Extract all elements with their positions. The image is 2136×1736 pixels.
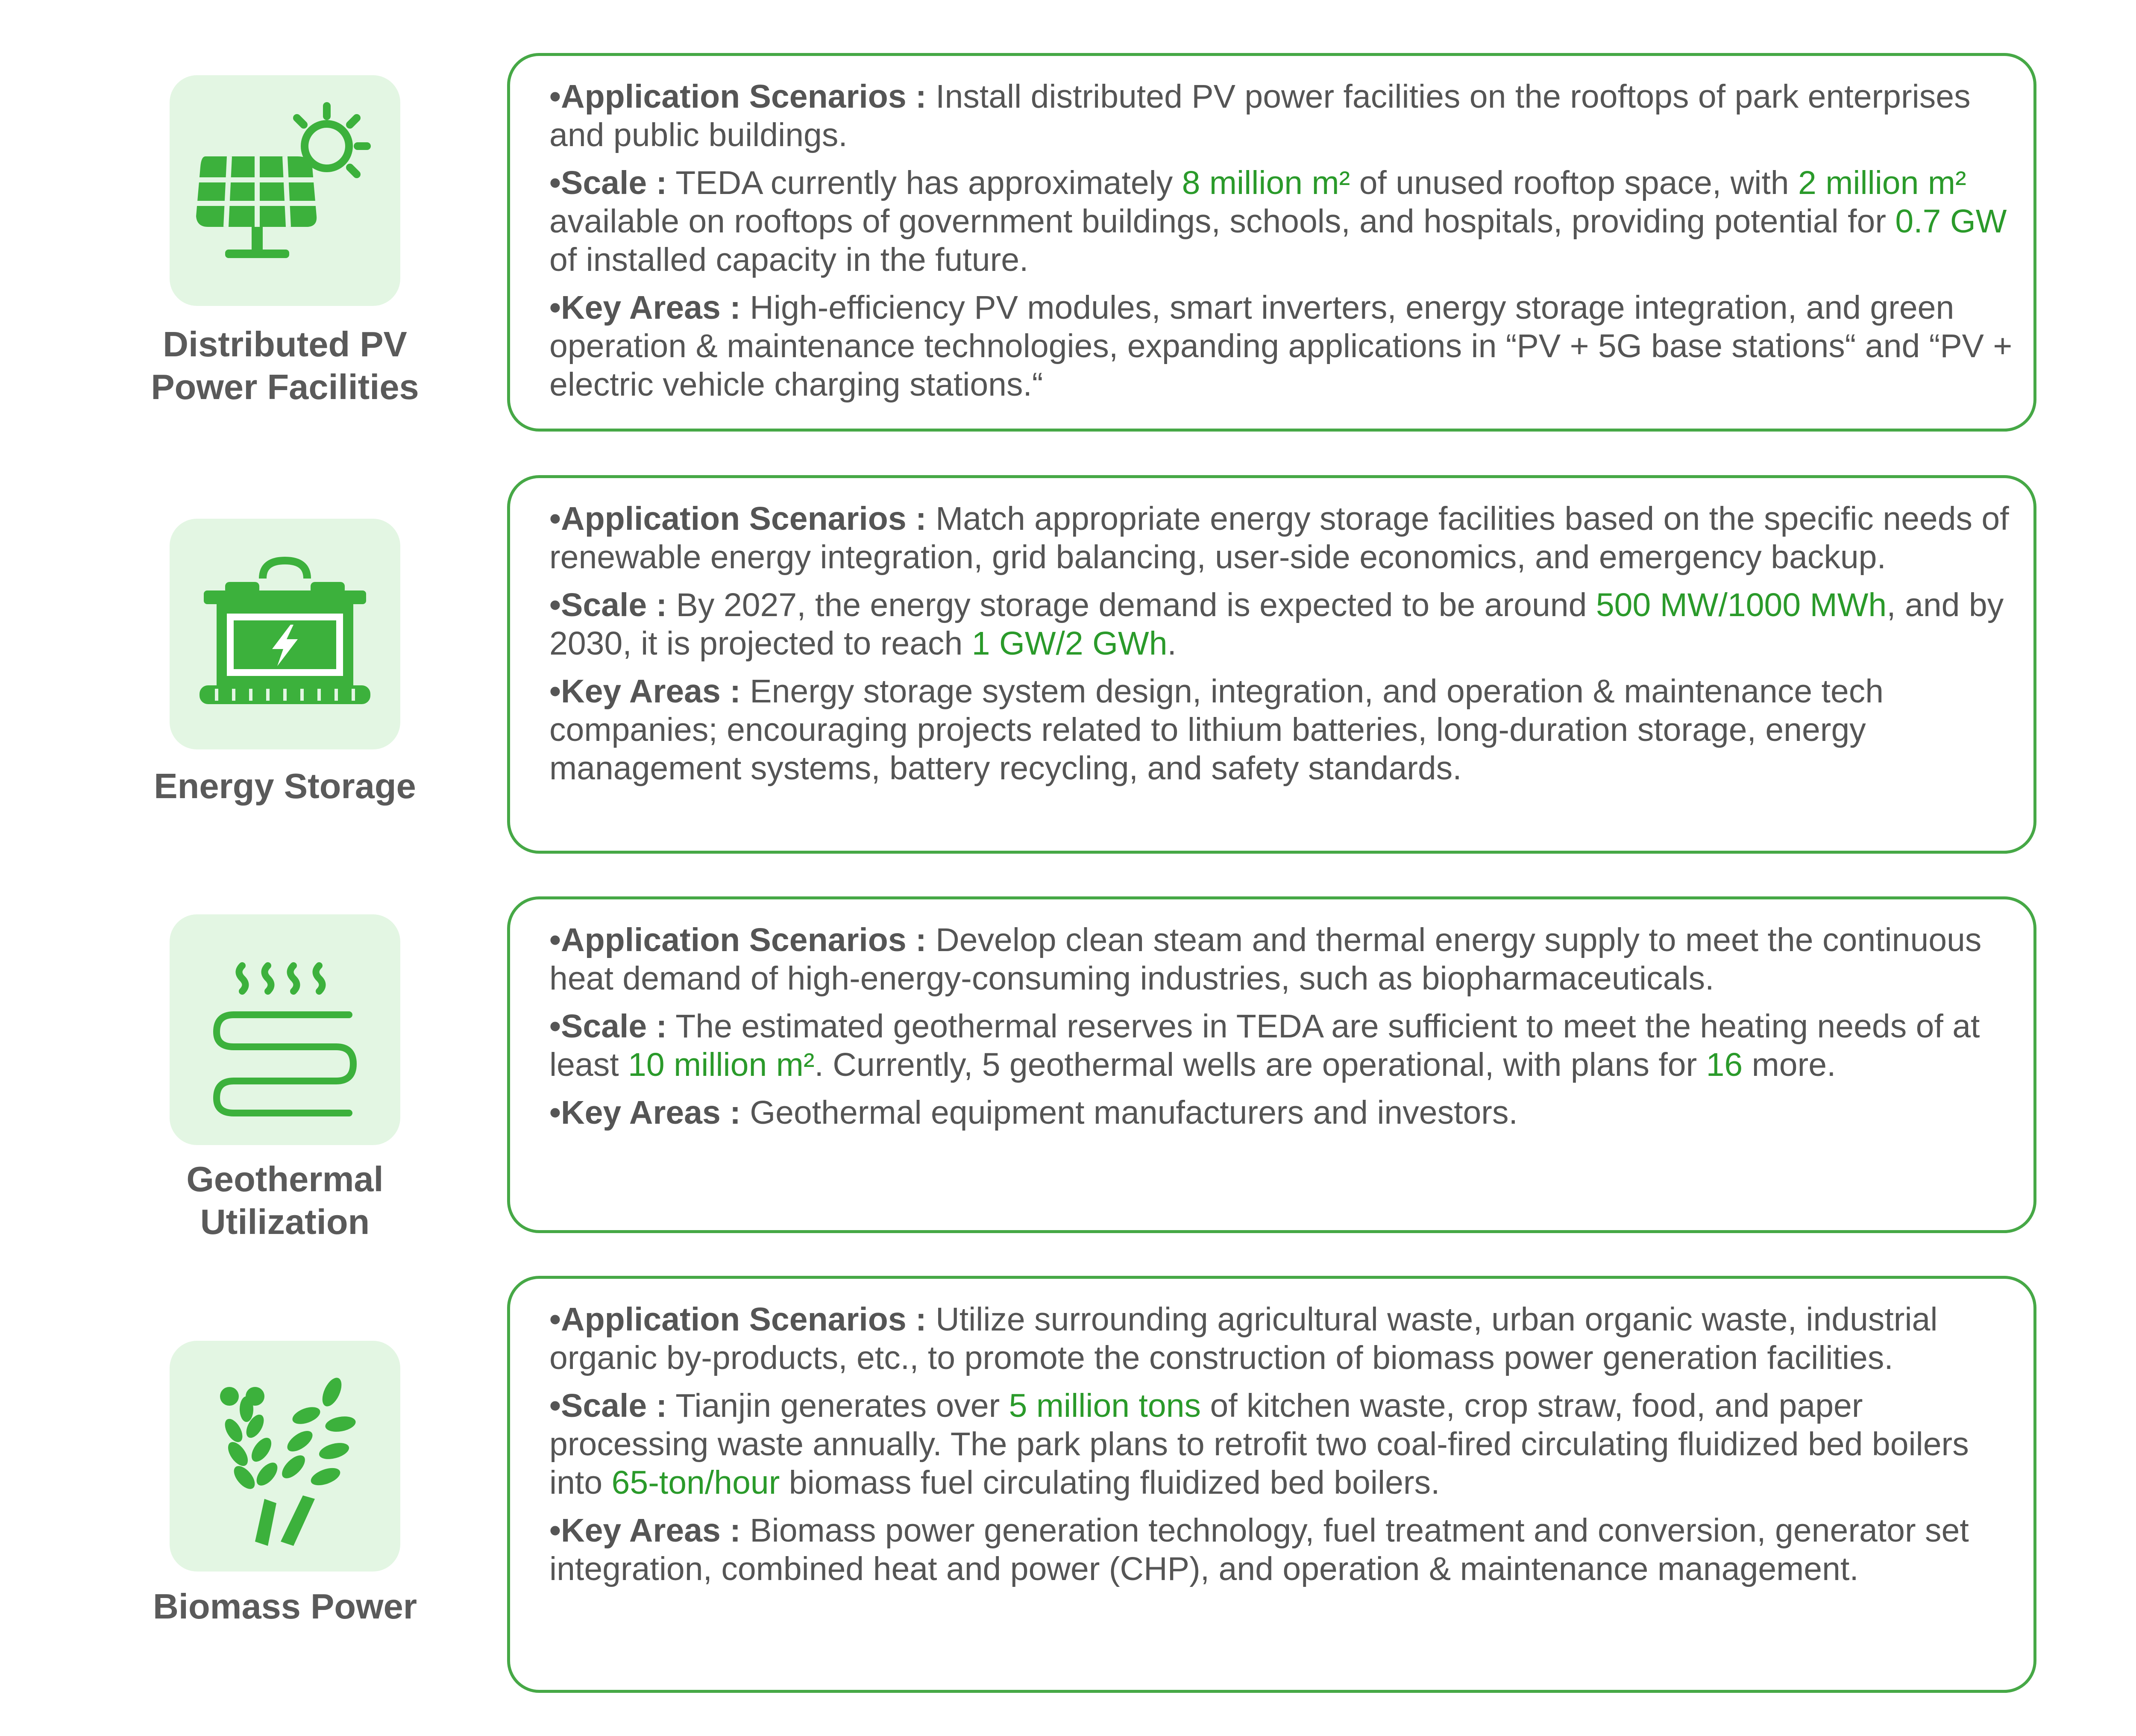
scale-text: By 2027, the energy storage demand is expected to be around — [676, 587, 1596, 623]
label-line-1: Energy Storage — [154, 766, 416, 806]
key-areas: •Key Areas : Biomass power generation technology, fuel treatment and conversion, generator set integration, combined heat and power (CHP), and operation & maintenance management. — [549, 1512, 1969, 1587]
highlight-value: 0.7 GW — [1895, 203, 2007, 240]
app-text: Install distributed PV power facilities on the rooftops of park enterprises and public buildings. — [549, 78, 1971, 153]
areas-text: Geothermal equipment manufacturers and investors. — [750, 1094, 1518, 1131]
application-scenarios: •Application Scenarios : Install distributed PV power facilities on the rooftops of park enterprises and public buildings. — [549, 78, 1971, 153]
scale: •Scale : Tianjin generates over 5 million tons of kitchen waste, crop straw, food, and paper processing waste annually. The park plans to retrofit two coal-fired circulating fluidized bed boilers into 65-ton/hour biomass fuel circulating fluidized bed boilers. — [549, 1387, 1969, 1501]
highlight-value: 10 million m² — [628, 1046, 815, 1083]
highlight-value: 2 million m² — [1798, 164, 1966, 201]
app-text: Match appropriate energy storage facilities based on the specific needs of renewable energy integration, grid balancing, user-side economics, and emergency backup. — [549, 500, 2009, 576]
wheat-icon — [170, 1341, 400, 1572]
info-card — [507, 53, 2036, 432]
geothermal-heat-icon — [170, 914, 400, 1145]
application-scenarios: •Application Scenarios : Match appropriate energy storage facilities based on the specific needs of renewable energy integration, grid balancing, user-side economics, and emergency backup. — [549, 500, 2009, 576]
highlight-value: 8 million m² — [1182, 164, 1350, 201]
application-scenarios: •Application Scenarios : Utilize surrounding agricultural waste, urban organic waste, industrial organic by-products, etc., to promote the construction of biomass power generation facilities. — [549, 1301, 1938, 1376]
label-line-1: Biomass Power — [153, 1586, 417, 1626]
section-label — [114, 765, 456, 808]
application-scenarios: •Application Scenarios : Develop clean steam and thermal energy supply to meet the continuous heat demand of high-energy-consuming industries, such as biopharmaceuticals. — [549, 922, 1982, 997]
icon-tile — [170, 519, 400, 749]
solar-panel-icon — [170, 75, 400, 306]
scale-text: TEDA currently has approximately — [675, 164, 1182, 201]
label-line-2: Utilization — [200, 1202, 370, 1242]
info-card — [507, 896, 2036, 1233]
info-card — [507, 475, 2036, 854]
app-key: Application Scenarios : — [560, 78, 927, 115]
areas-key: Key Areas : — [560, 1512, 741, 1549]
scale-text: Tianjin generates over — [675, 1387, 1009, 1424]
label-line-1: Distributed PV — [163, 324, 407, 364]
highlight-value: 16 — [1706, 1046, 1743, 1083]
battery-icon — [170, 519, 400, 749]
label-line-1: Geothermal — [186, 1159, 384, 1199]
section-label — [114, 1158, 456, 1243]
scale-text: , and by 2030, it is projected to reach — [549, 587, 2004, 662]
app-key: Application Scenarios : — [560, 922, 927, 958]
scale-text: The estimated geothermal reserves in TEDA are sufficient to meet the heating needs of at least — [549, 1008, 1980, 1083]
key-areas: •Key Areas : Energy storage system design, integration, and operation & maintenance tech companies; encouraging projects related to lithium batteries, long-duration storage, energy management systems, battery recycling, and safety standards. — [549, 673, 1884, 787]
key-areas: •Key Areas : Geothermal equipment manufacturers and investors. — [549, 1094, 1518, 1131]
scale-text: of unused rooftop space, with — [1350, 164, 1799, 201]
scale-text: of kitchen waste, crop straw, food, and paper processing waste annually. The park plans to retrofit two coal-fired circulating fluidized bed boilers into — [549, 1387, 1969, 1501]
app-key: Application Scenarios : — [560, 500, 927, 537]
info-card — [507, 1276, 2036, 1693]
scale-key: Scale : — [560, 1387, 667, 1424]
areas-key: Key Areas : — [560, 1094, 741, 1131]
highlight-value: 65-ton/hour — [611, 1464, 780, 1501]
areas-text: Biomass power generation technology, fuel treatment and conversion, generator set integration, combined heat and power (CHP), and operation & maintenance management. — [549, 1512, 1969, 1587]
scale-text: . Currently, 5 geothermal wells are operational, with plans for — [814, 1046, 1706, 1083]
scale-text: more. — [1743, 1046, 1836, 1083]
highlight-value: 500 MW/1000 MWh — [1596, 587, 1887, 623]
highlight-value: 5 million tons — [1009, 1387, 1201, 1424]
icon-tile — [170, 914, 400, 1145]
areas-key: Key Areas : — [560, 673, 741, 710]
scale-text: available on rooftops of government buildings, schools, and hospitals, providing potential for — [549, 203, 1895, 240]
areas-text: High-efficiency PV modules, smart inverters, energy storage integration, and green operation & maintenance technologies, expanding applications in “PV + 5G base stations“ and “PV + electric vehicle charging stations.“ — [549, 289, 2013, 403]
areas-key: Key Areas : — [560, 289, 741, 326]
scale-text: biomass fuel circulating fluidized bed boilers. — [780, 1464, 1440, 1501]
scale-text: . — [1167, 625, 1177, 662]
label-line-2: Power Facilities — [151, 367, 419, 407]
areas-text: Energy storage system design, integration, and operation & maintenance tech companies; encouraging projects related to lithium batteries, long-duration storage, energy management systems, battery recycling, and safety standards. — [549, 673, 1884, 787]
key-areas: •Key Areas : High-efficiency PV modules, smart inverters, energy storage integration, and green operation & maintenance technologies, expanding applications in “PV + 5G base stations“ and “PV + electric vehicle charging stations.“ — [549, 289, 2013, 403]
app-text: Develop clean steam and thermal energy supply to meet the continuous heat demand of high-energy-consuming industries, such as biopharmaceuticals. — [549, 922, 1982, 997]
section-label — [114, 1585, 456, 1628]
scale-key: Scale : — [560, 1008, 667, 1045]
icon-tile — [170, 75, 400, 306]
scale: •Scale : By 2027, the energy storage demand is expected to be around 500 MW/1000 MWh, and by 2030, it is projected to reach 1 GW/2 GWh. — [549, 587, 2004, 662]
highlight-value: 1 GW/2 GWh — [971, 625, 1168, 662]
scale: •Scale : The estimated geothermal reserves in TEDA are sufficient to meet the heating needs of at least 10 million m². Currently, 5 geothermal wells are operational, with plans for 16 more. — [549, 1008, 1980, 1083]
app-text: Utilize surrounding agricultural waste, urban organic waste, industrial organic by-products, etc., to promote the construction of biomass power generation facilities. — [549, 1301, 1938, 1376]
app-key: Application Scenarios : — [560, 1301, 927, 1338]
scale: •Scale : TEDA currently has approximately 8 million m² of unused rooftop space, with 2 million m² available on rooftops of government buildings, schools, and hospitals, providing potential for 0.7 GW of installed capacity in the future. — [549, 164, 2007, 278]
scale-key: Scale : — [560, 587, 667, 623]
section-label — [114, 323, 456, 408]
scale-text: of installed capacity in the future. — [549, 241, 1029, 278]
icon-tile — [170, 1341, 400, 1572]
scale-key: Scale : — [560, 164, 667, 201]
